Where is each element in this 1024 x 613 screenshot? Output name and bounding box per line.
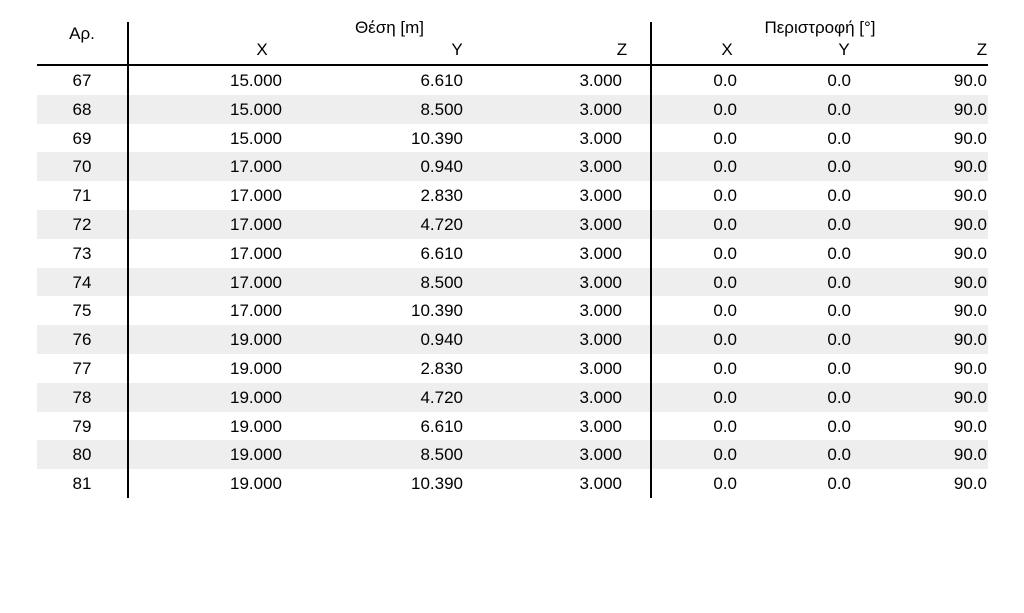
cell-rot-y: 0.0 <box>827 128 851 148</box>
cell-number: 77 <box>72 358 92 378</box>
cell-rot-y: 0.0 <box>827 387 851 407</box>
cell-rot-y: 0.0 <box>827 214 851 234</box>
cell-pos-x: 15.000 <box>230 71 282 90</box>
cell-pos-y: 8.500 <box>420 445 463 465</box>
cell-pos-y: 8.500 <box>420 272 463 292</box>
cell-pos-z: 3.000 <box>579 301 622 321</box>
cell-rot-y: 0.0 <box>827 243 851 263</box>
header-pos-z: Z <box>616 40 628 59</box>
cell-rot-x: 0.0 <box>713 243 737 263</box>
cell-rot-z: 90.0 <box>953 186 987 206</box>
cell-rot-x: 0.0 <box>713 330 737 350</box>
cell-number: 75 <box>72 301 92 321</box>
table-row <box>37 152 988 181</box>
cell-rot-y: 0.0 <box>827 330 851 350</box>
table-row <box>37 469 988 498</box>
cell-pos-z: 3.000 <box>579 128 622 148</box>
cell-pos-x: 19.000 <box>230 474 282 494</box>
cell-rot-y: 0.0 <box>827 157 851 177</box>
cell-rot-y: 0.0 <box>827 301 851 321</box>
cell-pos-x: 17.000 <box>230 272 282 292</box>
table-header <box>37 18 988 62</box>
cell-pos-z: 3.000 <box>579 387 622 407</box>
cell-rot-y: 0.0 <box>827 186 851 206</box>
table-body <box>37 66 988 498</box>
cell-rot-z: 90.0 <box>953 358 987 378</box>
table-row <box>37 181 988 210</box>
header-number: Αρ. <box>69 24 95 43</box>
cell-pos-y: 6.610 <box>420 243 463 263</box>
cell-rot-x: 0.0 <box>713 128 737 148</box>
header-rot-y: Y <box>838 40 850 59</box>
table-row <box>37 354 988 383</box>
cell-pos-y: 6.610 <box>420 416 463 436</box>
cell-pos-z: 3.000 <box>579 157 622 177</box>
cell-pos-x: 19.000 <box>230 387 282 407</box>
cell-pos-z: 3.000 <box>579 214 622 234</box>
table-row <box>37 268 988 297</box>
cell-number: 71 <box>72 186 92 206</box>
table-row <box>37 383 988 412</box>
cell-pos-x: 15.000 <box>230 128 282 148</box>
header-rot-z: Z <box>976 40 988 59</box>
table-row <box>37 239 988 268</box>
cell-pos-x: 17.000 <box>230 301 282 321</box>
cell-pos-z: 3.000 <box>579 71 622 90</box>
cell-pos-x: 17.000 <box>230 157 282 177</box>
cell-pos-x: 19.000 <box>230 445 282 465</box>
cell-number: 73 <box>72 243 92 263</box>
cell-rot-z: 90.0 <box>953 330 987 350</box>
cell-rot-z: 90.0 <box>953 387 987 407</box>
cell-rot-x: 0.0 <box>713 387 737 407</box>
cell-rot-z: 90.0 <box>953 157 987 177</box>
cell-pos-y: 4.720 <box>420 214 463 234</box>
cell-pos-z: 3.000 <box>579 272 622 292</box>
cell-pos-y: 2.830 <box>420 186 463 206</box>
cell-pos-z: 3.000 <box>579 99 622 119</box>
cell-pos-z: 3.000 <box>579 358 622 378</box>
cell-pos-x: 17.000 <box>230 243 282 263</box>
cell-rot-z: 90.0 <box>953 272 987 292</box>
cell-pos-x: 19.000 <box>230 330 282 350</box>
cell-rot-x: 0.0 <box>713 416 737 436</box>
cell-number: 76 <box>72 330 92 350</box>
cell-pos-y: 6.610 <box>420 71 463 90</box>
table-row <box>37 124 988 153</box>
cell-rot-z: 90.0 <box>953 445 987 465</box>
header-pos-y: Y <box>451 40 463 59</box>
cell-rot-z: 90.0 <box>953 474 987 494</box>
cell-rot-y: 0.0 <box>827 358 851 378</box>
column-divider-rotation <box>650 22 652 498</box>
cell-rot-z: 90.0 <box>953 71 987 90</box>
cell-rot-z: 90.0 <box>953 128 987 148</box>
cell-number: 69 <box>72 128 92 148</box>
table-row <box>37 210 988 239</box>
cell-rot-x: 0.0 <box>713 272 737 292</box>
cell-rot-x: 0.0 <box>713 214 737 234</box>
cell-pos-z: 3.000 <box>579 445 622 465</box>
cell-pos-y: 10.390 <box>411 301 463 321</box>
column-divider-number <box>127 22 129 498</box>
cell-rot-z: 90.0 <box>953 243 987 263</box>
header-rotation: Περιστροφή [°] <box>764 18 876 37</box>
cell-pos-y: 2.830 <box>420 358 463 378</box>
cell-rot-x: 0.0 <box>713 157 737 177</box>
cell-pos-y: 10.390 <box>411 474 463 494</box>
cell-pos-z: 3.000 <box>579 474 622 494</box>
cell-number: 70 <box>72 157 92 177</box>
cell-pos-x: 19.000 <box>230 358 282 378</box>
header-row-axes <box>37 38 988 62</box>
cell-pos-z: 3.000 <box>579 416 622 436</box>
table-row <box>37 66 988 95</box>
table-row <box>37 325 988 354</box>
header-pos-x: X <box>256 40 268 59</box>
header-position: Θέση [m] <box>354 18 425 37</box>
cell-number: 72 <box>72 214 92 234</box>
cell-rot-x: 0.0 <box>713 474 737 494</box>
cell-pos-y: 10.390 <box>411 128 463 148</box>
cell-rot-x: 0.0 <box>713 186 737 206</box>
cell-pos-x: 15.000 <box>230 99 282 119</box>
cell-pos-x: 17.000 <box>230 214 282 234</box>
cell-rot-y: 0.0 <box>827 99 851 119</box>
header-rot-x: X <box>721 40 733 59</box>
cell-pos-x: 19.000 <box>230 416 282 436</box>
cell-rot-x: 0.0 <box>713 99 737 119</box>
cell-pos-y: 4.720 <box>420 387 463 407</box>
cell-pos-y: 0.940 <box>420 330 463 350</box>
cell-pos-z: 3.000 <box>579 330 622 350</box>
cell-rot-y: 0.0 <box>827 272 851 292</box>
header-row-top <box>37 18 988 43</box>
cell-pos-z: 3.000 <box>579 186 622 206</box>
cell-number: 67 <box>72 71 92 90</box>
cell-rot-x: 0.0 <box>713 445 737 465</box>
table-row <box>37 412 988 441</box>
cell-rot-y: 0.0 <box>827 71 851 90</box>
cell-rot-y: 0.0 <box>827 474 851 494</box>
cell-rot-x: 0.0 <box>713 358 737 378</box>
cell-number: 74 <box>72 272 92 292</box>
cell-rot-y: 0.0 <box>827 445 851 465</box>
cell-rot-x: 0.0 <box>713 301 737 321</box>
cell-pos-x: 17.000 <box>230 186 282 206</box>
cell-rot-z: 90.0 <box>953 214 987 234</box>
cell-rot-z: 90.0 <box>953 301 987 321</box>
cell-rot-z: 90.0 <box>953 99 987 119</box>
table-row <box>37 440 988 469</box>
cell-pos-y: 8.500 <box>420 99 463 119</box>
cell-number: 81 <box>72 474 92 494</box>
table-row <box>37 95 988 124</box>
cell-number: 79 <box>72 416 92 436</box>
cell-rot-z: 90.0 <box>953 416 987 436</box>
cell-pos-y: 0.940 <box>420 157 463 177</box>
cell-number: 80 <box>72 445 92 465</box>
cell-rot-y: 0.0 <box>827 416 851 436</box>
cell-number: 78 <box>72 387 92 407</box>
cell-rot-x: 0.0 <box>713 71 737 90</box>
cell-pos-z: 3.000 <box>579 243 622 263</box>
table-row <box>37 296 988 325</box>
cell-number: 68 <box>72 99 92 119</box>
